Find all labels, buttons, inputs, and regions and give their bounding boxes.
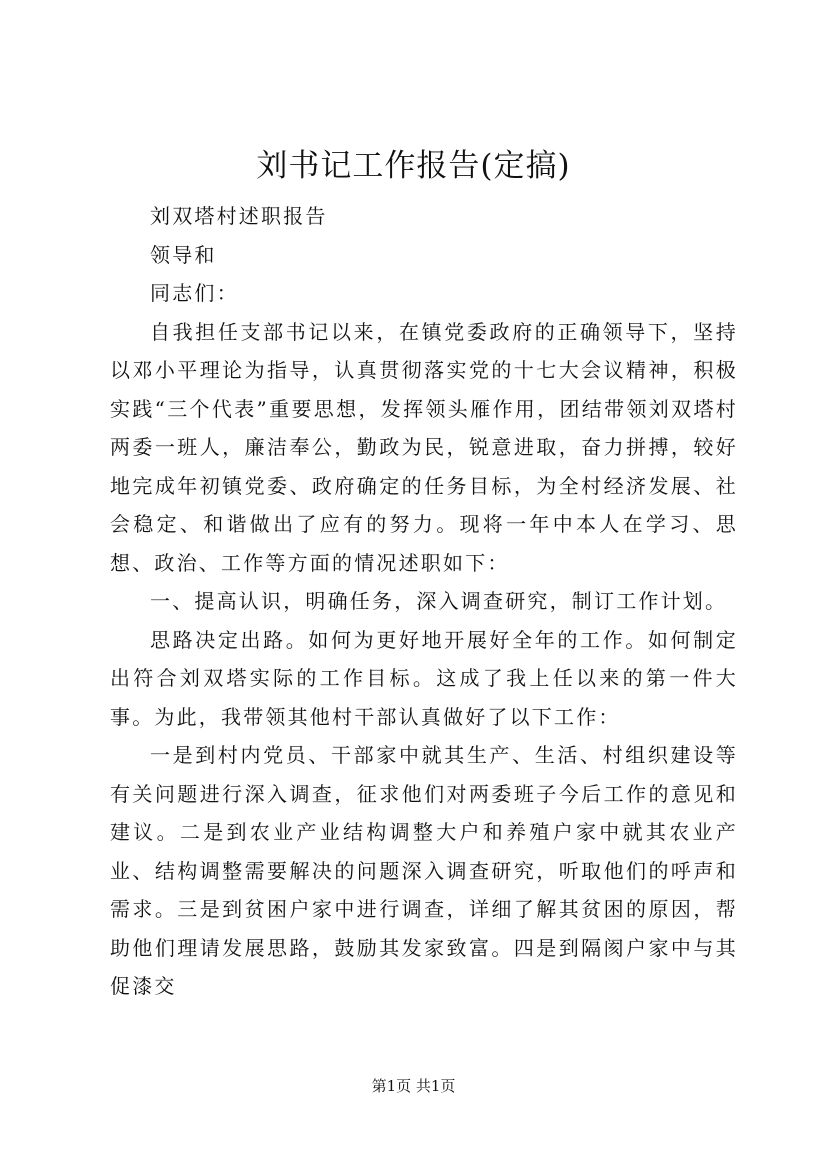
page-footer: 第1页 共1页 (371, 1077, 456, 1095)
paragraph-salutation-1: 领导和 (150, 242, 217, 267)
paragraph-intro: 自我担任支部书记以来，在镇党委政府的正确领导下，坚持以邓小平理论为指导，认真贯彻落实党的十七大会议精神，积极实践“三个代表”重要思想，发挥领头雁作用，团结带领刘双塔村两委一班人，廉洁奉公，勤政为民，锐意进取，奋力拼搏，较好地完成年初镇党委、政府确定的任务目标，为全村经济发展、社会稳定、和谐做出了应有的努力。现将一年中本人在学习、思想、政治、工作等方面的情况述职如下： (110, 319, 738, 575)
paragraph-work-items: 一是到村内党员、干部家中就其生产、生活、村组织建设等有关问题进行深入调查，征求他们对两委班子今后工作的意见和建议。二是到农业产业结构调整大户和养殖户家中就其农业产业、结构调整需要解决的问题深入调查研究，听取他们的呼声和需求。三是到贫困户家中进行调查，详细了解其贫困的原因，帮助他们理请发展思路，鼓励其发家致富。四是到隔阂户家中与其促漆交 (110, 743, 738, 998)
paragraph-approach: 思路决定出路。如何为更好地开展好全年的工作。如何制定出符合刘双塔实际的工作目标。这成了我上任以来的第一件大事。为此，我带领其他村干部认真做好了以下工作： (110, 627, 738, 729)
paragraph-subtitle: 刘双塔村述职报告 (150, 204, 328, 228)
paragraph-section-heading: 一、提高认识，明确任务，深入调查研究，制订工作计划。 (150, 589, 728, 613)
document-title: 刘书记工作报告(定搞) (256, 148, 571, 184)
paragraph-salutation-2: 同志们： (150, 281, 239, 305)
document-body (110, 197, 738, 1006)
